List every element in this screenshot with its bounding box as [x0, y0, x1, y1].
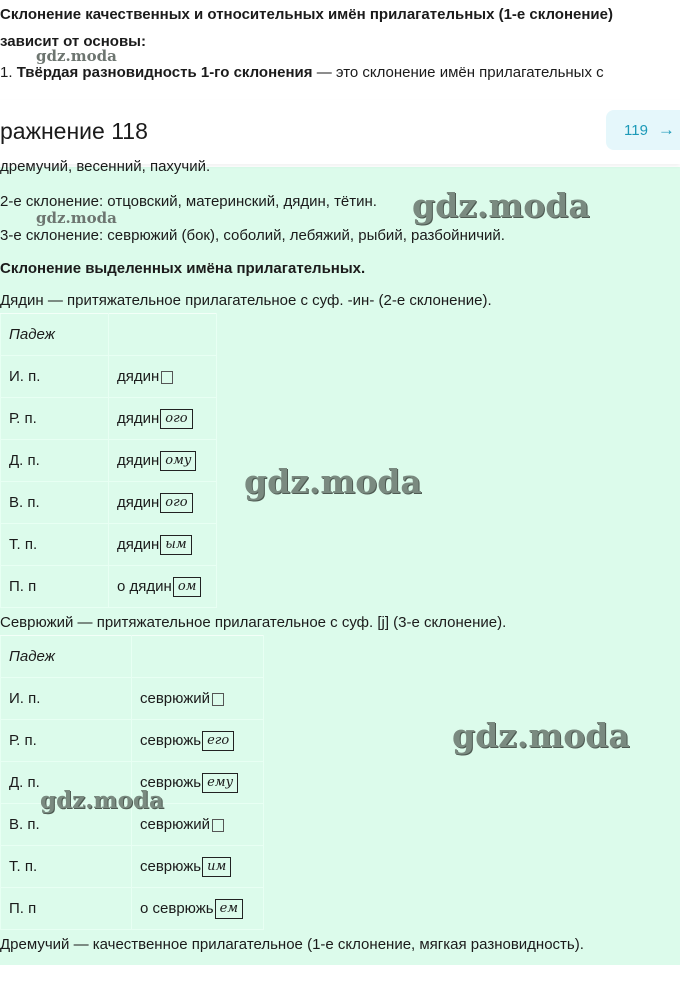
- next-exercise-label: 119: [624, 121, 648, 139]
- table-row: [1, 566, 217, 608]
- case-header: Падеж: [1, 314, 109, 356]
- case-cell: П. п: [1, 566, 109, 608]
- ending-box: ого: [160, 493, 192, 513]
- exercise-title: ражнение 118: [0, 118, 148, 144]
- case-cell: И. п.: [1, 678, 132, 720]
- watermark: gdz.moda: [36, 209, 117, 227]
- case-cell: В. п.: [1, 482, 109, 524]
- ending-box: ем: [215, 899, 243, 919]
- dremuchiy-description: Дремучий — качественное прилагательное (1-е склонение, мягкая разновидность).: [0, 936, 584, 953]
- table-row: [1, 720, 264, 762]
- form-cell: дядин: [109, 356, 217, 398]
- ending-box: ему: [202, 773, 238, 793]
- case-cell: Д. п.: [1, 762, 132, 804]
- form-cell: о севрюжь ем: [132, 888, 264, 930]
- intro-subheading: зависит от основы:: [0, 33, 146, 50]
- table-row: [1, 524, 217, 566]
- table-row: [1, 356, 217, 398]
- ending-box: ым: [160, 535, 191, 555]
- watermark: gdz.moda: [36, 47, 117, 65]
- form-cell: севрюжий: [132, 678, 264, 720]
- cropped-line: дремучий, весенний, пахучий.: [0, 160, 211, 174]
- form-cell: дядин ым: [109, 524, 217, 566]
- arrow-right-icon: →: [657, 120, 675, 139]
- second-declension-line: 2-е склонение: отцовский, материнский, дядин, тётин.: [0, 193, 377, 210]
- watermark: gdz.moda: [412, 186, 590, 225]
- zero-ending-box: [161, 371, 173, 384]
- zero-ending-box: [212, 693, 224, 706]
- ending-box: ом: [173, 577, 202, 597]
- case-header: Падеж: [1, 636, 132, 678]
- form-cell: дядин ому: [109, 440, 217, 482]
- third-declension-line: 3-е склонение: севрюжий (бок), соболий, лебяжий, рыбий, разбойничий.: [0, 227, 505, 244]
- declension-table-sevryuzhiy: [0, 635, 264, 930]
- watermark: gdz.moda: [452, 716, 630, 755]
- case-cell: Д. п.: [1, 440, 109, 482]
- form-cell: о дядин ом: [109, 566, 217, 608]
- task-title: Склонение выделенных имёна прилагательных.: [0, 260, 366, 277]
- table-row: [1, 846, 264, 888]
- table-row: [1, 678, 264, 720]
- next-exercise-button[interactable]: [606, 110, 680, 150]
- case-cell: Т. п.: [1, 524, 109, 566]
- ending-box: ому: [160, 451, 196, 471]
- case-cell: И. п.: [1, 356, 109, 398]
- page-footer-area: [0, 965, 680, 1000]
- form-cell: севрюжь им: [132, 846, 264, 888]
- table-row: [1, 440, 217, 482]
- table-header-row: [1, 636, 264, 678]
- ending-box: его: [202, 731, 234, 751]
- watermark: gdz.moda: [40, 787, 164, 814]
- form-cell: дядин ого: [109, 398, 217, 440]
- case-cell: В. п.: [1, 804, 132, 846]
- table-row: [1, 482, 217, 524]
- case-cell: Р. п.: [1, 720, 132, 762]
- case-cell: Р. п.: [1, 398, 109, 440]
- table-row: [1, 888, 264, 930]
- form-cell: севрюжь его: [132, 720, 264, 762]
- table-header-row: [1, 314, 217, 356]
- form-cell: севрюжий: [132, 804, 264, 846]
- declension-table-dyadin: [0, 313, 217, 608]
- form-cell: севрюжь ему: [132, 762, 264, 804]
- empty-header-cell: [132, 636, 264, 678]
- dyadin-description: Дядин — притяжательное прилагательное с суф. -ин- (2-е склонение).: [0, 292, 492, 309]
- case-cell: Т. п.: [1, 846, 132, 888]
- intro-heading: Склонение качественных и относительных имён прилагательных (1-е склонение): [0, 6, 613, 23]
- form-cell: дядин ого: [109, 482, 217, 524]
- sevryuzhiy-description: Севрюжий — притяжательное прилагательное с суф. [j] (3-е склонение).: [0, 614, 507, 631]
- watermark: gdz.moda: [244, 462, 422, 501]
- zero-ending-box: [212, 819, 224, 832]
- case-cell: П. п: [1, 888, 132, 930]
- empty-header-cell: [109, 314, 217, 356]
- ending-box: им: [202, 857, 231, 877]
- intro-point: 1. Твёрдая разновидность 1-го склонения — это склонение имён прилагательных с: [0, 64, 604, 81]
- table-row: [1, 398, 217, 440]
- ending-box: ого: [160, 409, 192, 429]
